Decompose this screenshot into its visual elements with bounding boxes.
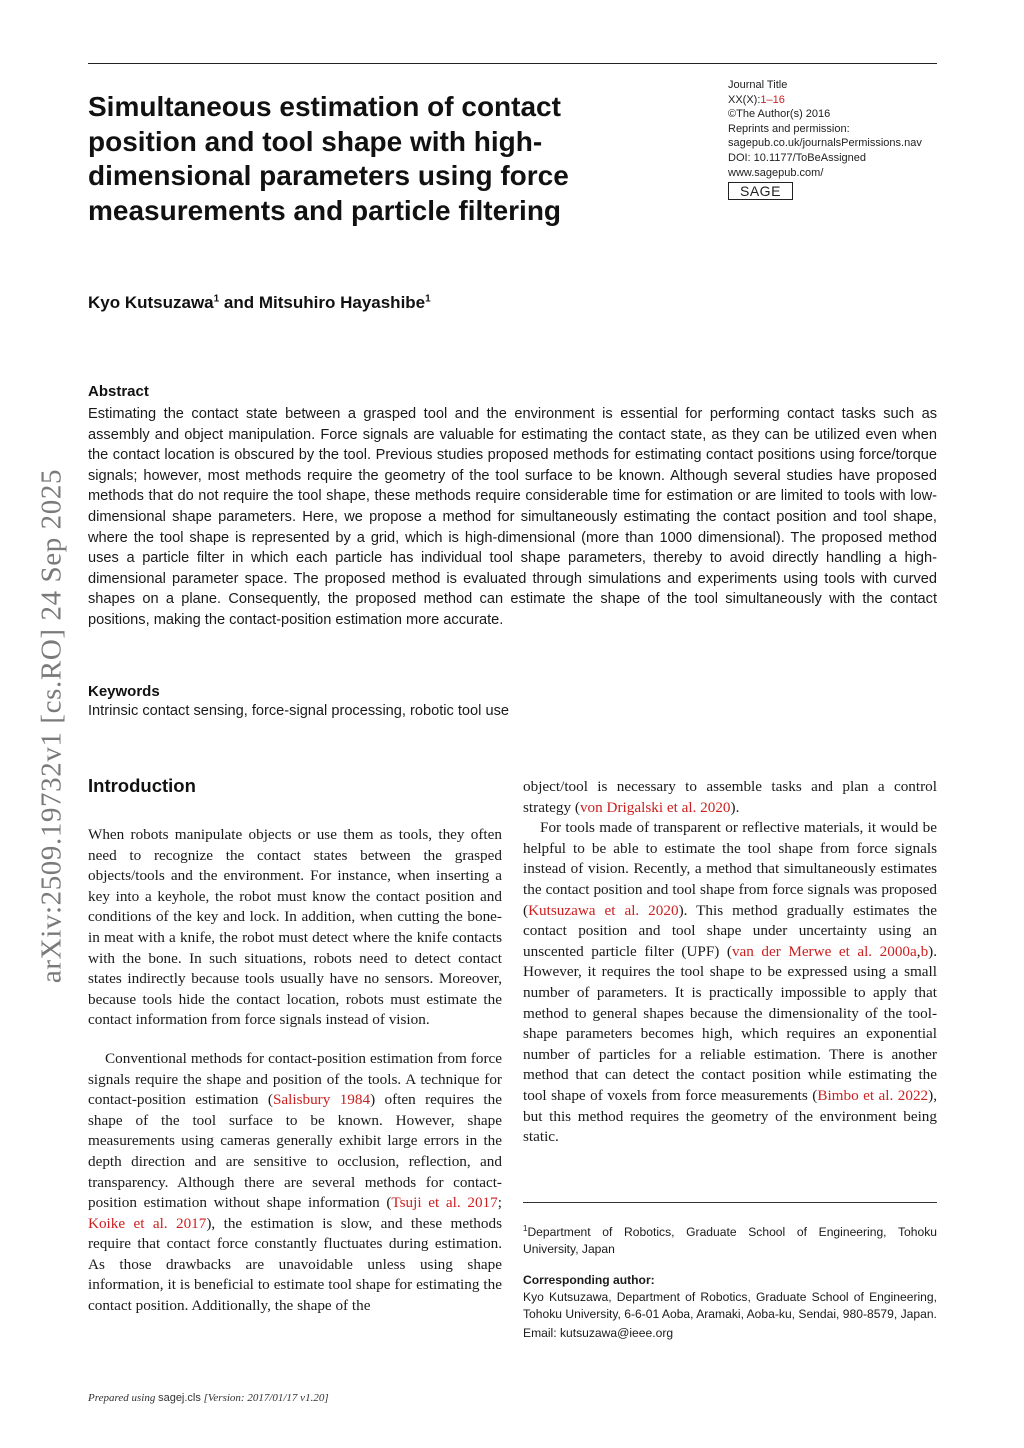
section-heading-introduction: Introduction bbox=[88, 775, 196, 796]
citation-link[interactable]: von Drigalski et al. 2020 bbox=[579, 798, 731, 816]
journal-info bbox=[728, 78, 948, 201]
arxiv-identifier: arXiv:2509.19732v1 [cs.RO] 24 Sep 2025 bbox=[35, 468, 68, 984]
abstract-heading: Abstract bbox=[88, 383, 149, 400]
intro-paragraph: For tools made of transparent or reflective materials, it would be helpful to be able to estimate the tool shape from force signals instead of vision. Recently, a method that simultaneously estimates the contact position and tool shape from force signals was proposed (Kutsuzawa et al. 2020). This method gradually estimates the contact position and tool shape under uncertainty using an unscented particle filter (UPF) (van der Merwe et al. 2000a,b). However, it requires the tool shape to be expressed using a small number of parameters. It is practically impossible to apply that method to general shapes because the dimensionality of the tool-shape parameters becomes high, which requires an exponential number of particles for a reliable estimation. There is another method that can detect the contact position while estimating the tool shape of voxels from force measurements (Bimbo et al. 2022), but this method requires the geometry of the environment being static. bbox=[523, 819, 938, 1146]
journal-doi: DOI: 10.1177/ToBeAssigned bbox=[728, 151, 866, 164]
citation-link[interactable]: Koike et al. 2017 bbox=[88, 1214, 207, 1232]
paper-title: Simultaneous estimation of contact position and tool shape with high-dimensional parameters using force measurements and particle filtering bbox=[88, 91, 569, 226]
reprints-label: Reprints and permission: bbox=[728, 122, 850, 135]
journal-website[interactable]: www.sagepub.com/ bbox=[728, 166, 824, 179]
keywords-text: Intrinsic contact sensing, force-signal processing, robotic tool use bbox=[88, 703, 509, 719]
author-name: Kyo Kutsuzawa bbox=[88, 293, 214, 312]
journal-volume: XX(X):1–16 bbox=[728, 93, 785, 106]
corresponding-author-text: Kyo Kutsuzawa, Department of Robotics, Graduate School of Engineering, Tohoku University, 6-6-01 Aoba, Aramaki, Aoba-ku, Sendai, 980-8579, Japan. bbox=[523, 1290, 937, 1322]
citation-link[interactable]: Bimbo et al. 2022 bbox=[817, 1086, 929, 1104]
journal-pages[interactable]: 1–16 bbox=[760, 93, 785, 106]
corresponding-email[interactable]: Email: kutsuzawa@ieee.org bbox=[523, 1326, 674, 1341]
abstract-text: Estimating the contact state between a grasped tool and the environment is essential for performing contact tasks such as assembly and object manipulation. Force signals are valuable for estimating the contact state, as they can be utilized even when the contact location is obscured by the tool. Previous studies proposed methods for estimating contact positions using force/torque signals; however, most methods require the geometry of the tool surface to be known. Although several studies have proposed methods that do not require the tool shape, these methods require considerable time for estimation or are limited to tools with low-dimensional shape parameters. Here, we propose a method for simultaneously estimating the contact position and tool shape, where the tool shape is represented by a grid, which is high-dimensional (more than 1000 dimensional). The proposed method uses a particle filter in which each particle has individual tool shape parameters, thereby to avoid directly handling a high-dimensional parameter space. The proposed method is evaluated through simulations and experiments using tools with curved shapes on a plane. Consequently, the proposed method can estimate the shape of the tool simultaneously with the contact positions, making the contact-position estimation more accurate. bbox=[88, 406, 937, 628]
intro-paragraph: When robots manipulate objects or use them as tools, they often need to recognize the contact states between the grasped objects/tools and the environment. For instance, when inserting a key into a keyhole, the robot must know the contact position and conditions of the key and lock. In addition, when cutting the bone-in meat with a knife, the robot must detect where the knife contacts with the bone. In such situations, robots need to detect contact states indirectly because tools usually have no sensors. Moreover, because tools hide the contact location, robots must estimate the contact information from force signals instead of vision. bbox=[88, 826, 502, 1029]
citation-link[interactable]: Kutsuzawa et al. 2020 bbox=[528, 901, 679, 919]
corresponding-author-heading: Corresponding author: bbox=[523, 1273, 655, 1288]
journal-name: Journal Title bbox=[728, 79, 788, 91]
footnote-rule bbox=[523, 1202, 937, 1203]
affiliation-marker: 1 bbox=[425, 293, 431, 305]
prepared-using-footer: Prepared using sagej.cls [Version: 2017/01/17 v1.20] bbox=[88, 1392, 329, 1404]
footnotes bbox=[523, 1220, 937, 1342]
reprints-url[interactable]: sagepub.co.uk/journalsPermissions.nav bbox=[728, 137, 922, 150]
citation-link[interactable]: Tsuji et al. 2017 bbox=[391, 1194, 498, 1212]
citation-link[interactable]: Salisbury 1984 bbox=[272, 1091, 371, 1109]
citation-link[interactable]: van der Merwe et al. 2000a bbox=[731, 942, 917, 960]
citation-link[interactable]: b bbox=[920, 942, 929, 960]
author-name: Mitsuhiro Hayashibe bbox=[258, 293, 426, 312]
intro-paragraph: Conventional methods for contact-position estimation from force signals require the shape and position of the tools. A technique for contact-position estimation (Salisbury 1984) often requires the shape of the tool surface to be known. However, shape measurements using cameras generally exhibit large errors in the depth direction and are sensitive to occlusion, reflection, and transparency. Although there are several methods for contact-position estimation without shape information (Tsuji et al. 2017; Koike et al. 2017), the estimation is slow, and these methods require that contact force constantly fluctuates during estimation. As those drawbacks are unavoidable unless using shape information, it is beneficial to estimate tool shape for estimating the contact position. Additionally, the shape of the bbox=[88, 1049, 502, 1315]
affiliation-footnote: $^1$Department of Robotics, Graduate School of Engineering, Tohoku University, Japan bbox=[523, 1224, 937, 1257]
journal-copyright: ©The Author(s) 2016 bbox=[728, 108, 831, 121]
author-conjunction: and bbox=[219, 293, 259, 312]
affiliation-marker: 1 bbox=[213, 293, 220, 305]
keywords-heading: Keywords bbox=[88, 683, 160, 700]
header-rule bbox=[88, 63, 937, 64]
author-list bbox=[88, 293, 431, 313]
right-column bbox=[523, 777, 937, 1148]
left-column bbox=[88, 825, 502, 1317]
sage-logo: SAGE bbox=[728, 182, 793, 200]
intro-paragraph: object/tool is necessary to assemble tasks and plan a control strategy (von Drigalski et al. 2020). bbox=[523, 778, 937, 816]
